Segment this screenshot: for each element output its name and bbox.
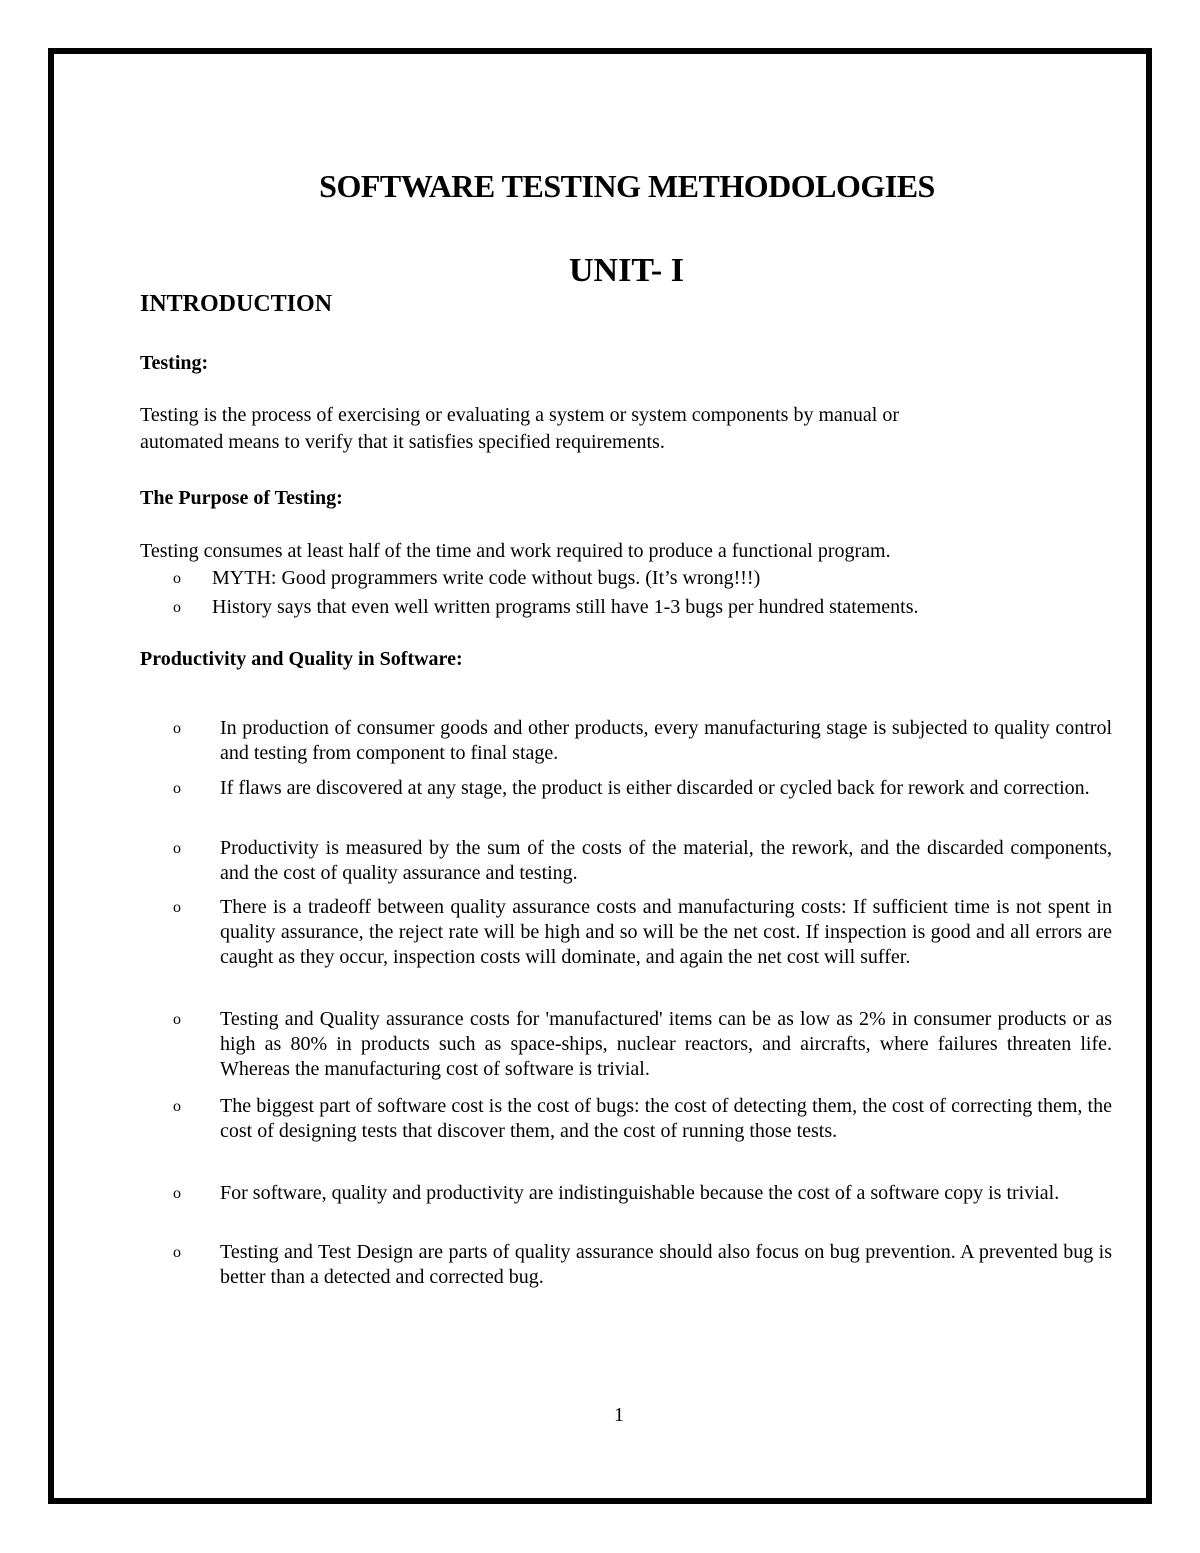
bullet-marker: o: [173, 570, 181, 587]
productivity-bullet-5: Testing and Quality assurance costs for 'manufactured' items can be as low as 2% in consumer products or as high as 80% in products such as space-ships, nuclear reactors, and aircrafts, where failures threaten life. Whereas the manufacturing cost of software is trivial.: [220, 1008, 1112, 1080]
purpose-bullet-history: History says that even well written programs still have 1-3 bugs per hundred statements.: [212, 596, 919, 618]
bullet-marker: o: [173, 1185, 181, 1202]
productivity-bullet-3: Productivity is measured by the sum of the costs of the material, the rework, and the discarded components, and the cost of quality assurance and testing.: [220, 837, 1112, 884]
bullet-marker: o: [173, 1244, 181, 1261]
unit-title: UNIT- I: [569, 252, 684, 289]
productivity-heading: Productivity and Quality in Software:: [140, 648, 463, 670]
productivity-bullet-1: In production of consumer goods and other products, every manufacturing stage is subjected to quality control and testing from component to final stage.: [220, 717, 1112, 764]
page-number: 1: [614, 1404, 624, 1426]
testing-heading: Testing:: [140, 352, 209, 374]
bullet-marker: o: [173, 840, 181, 857]
bullet-marker: o: [173, 899, 181, 916]
bullet-marker: o: [173, 1098, 181, 1115]
productivity-bullet-8: Testing and Test Design are parts of quality assurance should also focus on bug prevention. A prevented bug is better than a detected and corrected bug.: [220, 1241, 1112, 1288]
productivity-bullet-6: The biggest part of software cost is the cost of bugs: the cost of detecting them, the cost of correcting them, the cost of designing tests that discover them, and the cost of running those tests.: [220, 1095, 1112, 1142]
purpose-bullet-myth: MYTH: Good programmers write code without bugs. (It’s wrong!!!): [212, 567, 761, 589]
bullet-marker: o: [173, 720, 181, 737]
document-title: SOFTWARE TESTING METHODOLOGIES: [319, 168, 935, 204]
bullet-marker: o: [173, 780, 181, 797]
productivity-bullet-4: There is a tradeoff between quality assurance costs and manufacturing costs: If sufficient time is not spent in quality assurance, the reject rate will be high and so will be the net cost. If inspection is good and all errors are caught as they occur, inspection costs will dominate, and again the net cost will suffer.: [220, 896, 1112, 968]
introduction-heading: INTRODUCTION: [140, 291, 333, 317]
bullet-marker: o: [173, 1011, 181, 1028]
productivity-bullet-2: If flaws are discovered at any stage, the product is either discarded or cycled back for rework and correction.: [220, 777, 1090, 799]
purpose-intro: Testing consumes at least half of the time and work required to produce a functional program.: [140, 540, 891, 562]
productivity-bullet-7: For software, quality and productivity are indistinguishable because the cost of a software copy is trivial.: [220, 1182, 1060, 1204]
testing-definition-line-2: automated means to verify that it satisfies specified requirements.: [140, 431, 665, 453]
testing-definition-line-1: Testing is the process of exercising or evaluating a system or system components by manual or: [140, 404, 899, 426]
bullet-marker: o: [173, 599, 181, 616]
purpose-heading: The Purpose of Testing:: [140, 487, 343, 509]
